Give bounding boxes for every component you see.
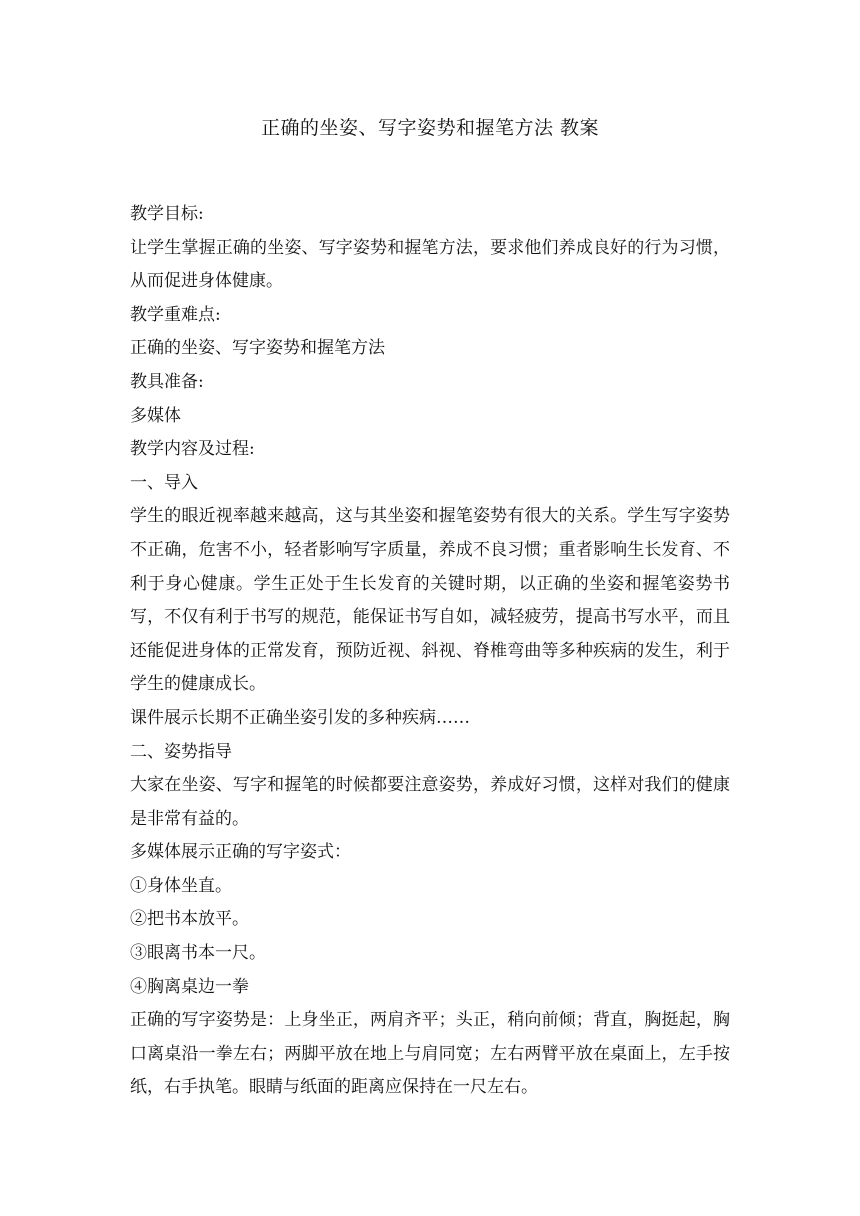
materials-text: 多媒体 bbox=[130, 405, 181, 426]
part2-text: 大家在坐姿、写字和握笔的时候都要注意姿势，养成好习惯，这样对我们的健康是非常有益的。 bbox=[130, 775, 730, 829]
part1-text: 学生的眼近视率越来越高，这与其坐姿和握笔姿势有很大的关系。学生写字姿势不正确，危害不小，轻者影响写字质量，养成不良习惯；重者影响生长发育、不利于身心健康。学生正处于生长发育的关键时期，以正确的坐姿和握笔姿势书写，不仅有利于书写的规范，能保证书写自如，减轻疲劳，提高书写水平，而且还能促进身体的正常发育，预防近视、斜视、脊椎弯曲等多种疾病的发生，利于学生的健康成长。 bbox=[130, 506, 730, 695]
objective-heading: 教学目标: bbox=[130, 204, 204, 224]
rule-item: ②把书本放平。 bbox=[130, 909, 249, 930]
materials-heading: 教具准备: bbox=[130, 371, 204, 392]
rule-item: ④胸离桌边一拳 bbox=[130, 976, 249, 997]
rule-item: ①身体坐直。 bbox=[130, 875, 232, 896]
process-heading: 教学内容及过程: bbox=[130, 439, 255, 460]
document-title: 正确的坐姿、写字姿势和握笔方法 教案 bbox=[260, 117, 600, 139]
part1-heading: 一、导入 bbox=[130, 472, 198, 493]
rule-item: ③眼离书本一尺。 bbox=[130, 943, 266, 964]
part2-heading: 二、姿势指导 bbox=[130, 741, 232, 762]
posture-text: 正确的写字姿势是：上身坐正，两肩齐平；头正，稍向前倾；背直，胸挺起，胸口离桌沿一拳左右；两脚平放在地上与肩同宽；左右两臂平放在桌面上，左手按纸，右手执笔。眼睛与纸面的距离应保持在一尺左右。 bbox=[130, 1010, 730, 1098]
document-body bbox=[130, 198, 730, 1105]
key-points-heading: 教学重难点: bbox=[130, 304, 221, 325]
part1-courseware: 课件展示长期不正确坐姿引发的多种疾病…… bbox=[130, 707, 470, 728]
key-points-text: 正确的坐姿、写字姿势和握笔方法 bbox=[130, 338, 385, 359]
objective-text: 让学生掌握正确的坐姿、写字姿势和握笔方法，要求他们养成良好的行为习惯，从而促进身体健康。 bbox=[130, 237, 730, 292]
part2-media: 多媒体展示正确的写字姿式： bbox=[130, 842, 351, 863]
